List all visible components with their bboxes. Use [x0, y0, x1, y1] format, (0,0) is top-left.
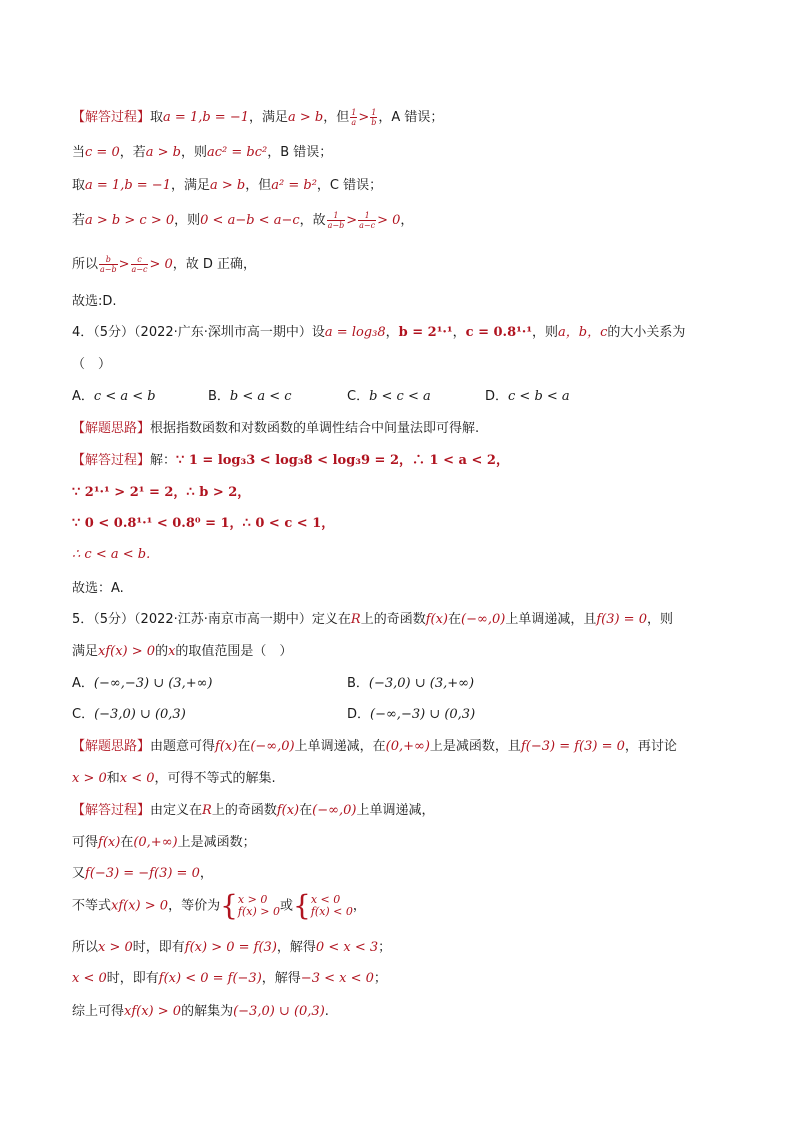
case-system-2: x < 0 f(x) < 0: [310, 893, 353, 918]
q3-solution-line-2: 当c = 0，若a > b，则ac² = bc²，B 错误；: [72, 145, 333, 160]
q5-option-b[interactable]: B．(−3,0) ∪ (3,+∞): [347, 676, 475, 691]
q5-solution-line-5: 所以x > 0时，即有f(x) > 0 = f(3)，解得0 < x < 3；: [72, 940, 392, 955]
case-system-1: x > 0 f(x) > 0: [237, 893, 280, 918]
fraction: $\frac{1}{a-b}$: [327, 211, 345, 230]
q5-solution-line-3: 又f(−3) = −f(3) = 0，: [72, 866, 213, 881]
q4-answer: 故选：A.: [72, 581, 124, 596]
idea-tag: 【解题思路】: [72, 739, 151, 754]
q4-option-d[interactable]: D．c < b < a: [485, 389, 570, 404]
solution-tag: 【解答过程】: [72, 453, 151, 468]
idea-tag: 【解题思路】: [72, 421, 151, 436]
solution-tag: 【解答过程】: [72, 803, 151, 818]
q5-solution-line-2: 可得f(x)在(0,+∞)上是减函数；: [72, 835, 256, 850]
q4-stem: 4．（5分）（2022·广东·深圳市高一期中）设a = log₃8，b = 2¹·¹，c = 0.8¹·¹，则a，b，c的大小关系为: [72, 325, 686, 340]
q4-stem-paren: （ ）: [72, 357, 112, 372]
solution-tag: 【解答过程】: [72, 110, 151, 125]
fraction: $\frac{b}{a-b}$: [100, 255, 117, 274]
q5-stem-line-1: 5．（5分）（2022·江苏·南京市高一期中）定义在R上的奇函数f(x)在(−∞,0)上单调递减，且f(3) = 0，则: [72, 612, 673, 627]
q3-answer: 故选:D.: [72, 294, 117, 309]
fraction: $\frac{1}{a-c}$: [359, 211, 376, 230]
q4-solution-line-4: ∴ c < a < b.: [72, 547, 151, 562]
q5-option-a[interactable]: A．(−∞,−3) ∪ (3,+∞): [72, 676, 213, 691]
fraction: $\frac{1}{b}$: [371, 108, 377, 127]
q5-solution-line-4: 不等式xf(x) > 0，等价为{ x > 0 f(x) > 0 或{ x < 0 f(x) < 0 ，: [72, 889, 366, 922]
q4-idea: 【解题思路】根据指数函数和对数函数的单调性结合中间量法即可得解.: [72, 421, 480, 436]
q4-option-a[interactable]: A．c < a < b: [72, 389, 156, 404]
q4-option-c[interactable]: C．b < c < a: [347, 389, 431, 404]
brace-icon: {: [293, 889, 311, 922]
q5-solution-line-6: x < 0时，即有f(x) < 0 = f(−3)，解得−3 < x < 0；: [72, 971, 387, 986]
q5-idea-line-2: x > 0和x < 0，可得不等式的解集.: [72, 771, 276, 786]
q5-solution-line-7: 综上可得xf(x) > 0的解集为(−3,0) ∪ (0,3).: [72, 1004, 329, 1019]
q5-option-c[interactable]: C．(−3,0) ∪ (0,3): [72, 707, 186, 722]
q5-idea-line-1: 【解题思路】由题意可得f(x)在(−∞,0)上单调递减，在(0,+∞)上是减函数，且f(−3) = f(3) = 0，再讨论: [72, 739, 677, 754]
fraction: $\frac{c}{a-c}$: [131, 255, 148, 274]
q4-solution-line-3: ∵ 0 < 0.8¹·¹ < 0.8⁰ = 1，∴ 0 < c < 1，: [72, 516, 335, 531]
fraction: $\frac{1}{a}$: [351, 108, 357, 127]
q5-solution-line-1: 【解答过程】由定义在R上的奇函数f(x)在(−∞,0)上单调递减，: [72, 803, 435, 818]
q4-solution-line-1: 【解答过程】解：∵ 1 = log₃3 < log₃8 < log₃9 = 2，∴ 1 < a < 2，: [72, 453, 509, 468]
q4-option-b[interactable]: B．b < a < c: [208, 389, 292, 404]
q4-solution-line-2: ∵ 2¹·¹ > 2¹ = 2，∴ b > 2，: [72, 485, 251, 500]
q3-solution-line-3: 取a = 1,b = −1，满足a > b，但a² = b²，C 错误；: [72, 178, 383, 193]
q5-stem-line-2: 满足xf(x) > 0的x的取值范围是（ ）: [72, 644, 293, 659]
brace-icon: {: [220, 889, 238, 922]
q3-solution-line-5: 所以 $\frac{b}{a-b}$ > $\frac{c}{a-c}$ > 0，故 D 正确，: [72, 255, 257, 274]
q3-solution-line-4: 若a > b > c > 0，则0 < a−b < a−c，故 $\frac{1}{a-b}$ > $\frac{1}{a-c}$ > 0，: [72, 211, 414, 230]
q3-solution-line-1: 【解答过程】取a = 1,b = −1，满足a > b，但 $\frac{1}{a}$ > $\frac{1}{b}$ ，A 错误；: [72, 108, 444, 127]
q5-option-d[interactable]: D．(−∞,−3) ∪ (0,3): [347, 707, 476, 722]
